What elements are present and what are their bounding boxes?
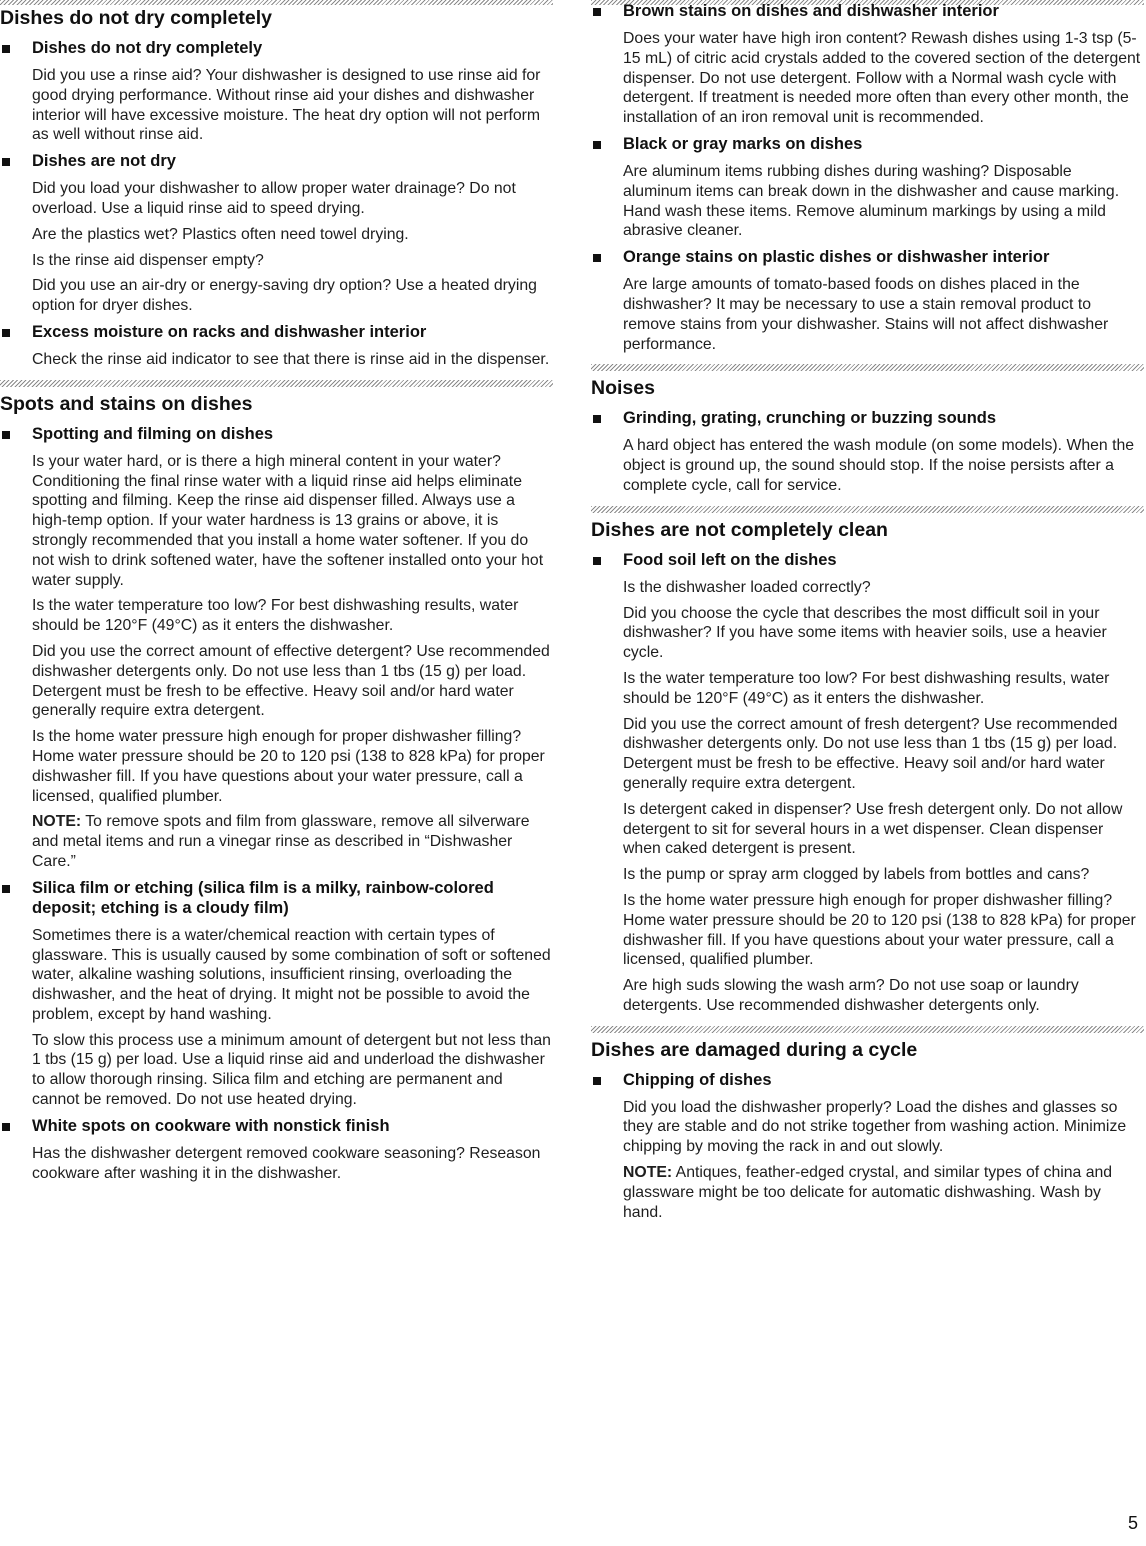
item-title: Grinding, grating, crunching or buzzing sounds [623, 409, 997, 428]
paragraph [623, 578, 1144, 598]
paragraph [623, 800, 1144, 859]
section-spots-and-stains-on-dishes [0, 391, 553, 1184]
paragraph-text: Has the dishwasher detergent removed cookware seasoning? Reseason cookware after washing it in the dishwasher. [32, 1144, 541, 1182]
note-paragraph [32, 812, 553, 871]
troubleshoot-item [0, 322, 553, 370]
paragraph [623, 162, 1144, 241]
item-title: White spots on cookware with nonstick finish [32, 1116, 390, 1135]
page-number: 5 [1127, 1513, 1138, 1533]
paragraph-text: To slow this process use a minimum amount of detergent but not less than 1 tbs (15 g) per load. Use a liquid rinse aid and underload the dishwasher to allow thorough rinsing. Silica film and etching are permanent and cannot be removed. Do not use heated drying. [32, 1031, 551, 1109]
paragraph-text: Does your water have high iron content? Rewash dishes using 1-3 tsp (5-15 mL) of citric acid crystals added to the covered section of the detergent dispenser. Do not use detergent. Follow with a Normal wash cycle with detergent. If treatment is needed more often than every other month, the installation of an iron removal unit is recommended. [623, 30, 1141, 127]
section-dishes-are-damaged-during-a-cycle [591, 1037, 1144, 1223]
paragraph-text: Did you load the dishwasher properly? Load the dishes and glasses so they are stable and do not strike together from washing action. Minimize chipping by moving the rack in and out slowly. [623, 1098, 1127, 1156]
paragraph-text: Are large amounts of tomato-based foods on dishes placed in the dishwasher? It may be necessary to use a stain removal product to remove stains from your dishwasher. Stains will not affect dishwasher performance. [623, 276, 1109, 353]
item-title: Excess moisture on racks and dishwasher interior [32, 322, 427, 341]
troubleshoot-item [0, 1116, 553, 1184]
paragraph [32, 225, 553, 245]
square-bullet-icon [2, 329, 10, 337]
divider-rule [591, 506, 1144, 513]
troubleshoot-item [0, 878, 553, 1110]
paragraph-text: Antiques, feather-edged crystal, and similar types of china and glassware might be too delicate for automatic dishwashing. Wash by hand. [623, 1164, 1113, 1221]
section-title: Noises [591, 377, 655, 400]
paragraph-text: Are aluminum items rubbing dishes during washing? Disposable aluminum items can break down in the dishwasher and cause marking. Hand wash these items. Remove aluminum markings by using a mild abrasive cleaner. [623, 162, 1120, 240]
paragraph-text: Is the pump or spray arm clogged by labels from bottles and cans? [623, 866, 1090, 884]
section-title: Dishes are not completely clean [591, 518, 888, 541]
section-title: Dishes do not dry completely [0, 7, 272, 29]
paragraph-text: Did you choose the cycle that describes the most difficult soil in your dishwasher? If you have some items with heavier soils, use a heavier cycle. [623, 604, 1107, 662]
section-noises [591, 375, 1144, 495]
troubleshoot-item [591, 550, 1144, 1016]
item-title: Orange stains on plastic dishes or dishwasher interior [623, 248, 1050, 267]
section-title: Dishes are damaged during a cycle [591, 1038, 918, 1061]
paragraph [623, 1098, 1144, 1157]
paragraph [32, 179, 553, 219]
paragraph [623, 976, 1144, 1016]
paragraph [32, 350, 553, 370]
item-title: Dishes do not dry completely [32, 39, 263, 57]
section-dishes-are-not-completely-clean [591, 517, 1144, 1016]
item-title: Chipping of dishes [623, 1070, 772, 1089]
item-title: Food soil left on the dishes [623, 550, 837, 569]
square-bullet-icon [2, 431, 10, 439]
paragraph-text: Did you load your dishwasher to allow proper water drainage? Do not overload. Use a liquid rinse aid to speed drying. [32, 180, 516, 217]
note-label: NOTE: [623, 1164, 673, 1182]
paragraph [32, 452, 553, 591]
troubleshoot-item [591, 1070, 1144, 1223]
troubleshoot-item [0, 151, 553, 316]
square-bullet-icon [2, 885, 10, 893]
divider-rule [0, 380, 553, 387]
square-bullet-icon [593, 8, 601, 16]
paragraph-text: Is the rinse aid dispenser empty? [32, 251, 264, 269]
section-title: Spots and stains on dishes [0, 392, 253, 415]
paragraph-text: Sometimes there is a water/chemical reaction with certain types of glassware. This is usually caused by some combination of soft or softened water, alkaline washing solutions, insufficient rinsing, overloading the dishwasher, and the heat of drying. It might not be possible to avoid the problem, except by hand washing. [32, 926, 551, 1023]
paragraph-text: Are the plastics wet? Plastics often need towel drying. [32, 225, 409, 243]
square-bullet-icon [593, 415, 601, 423]
paragraph-text: Is the water temperature too low? For best dishwashing results, water should be 120°F (49°C) as it enters the dishwasher. [623, 669, 1110, 707]
troubleshoot-item [591, 134, 1144, 241]
troubleshoot-item [591, 247, 1144, 354]
paragraph [32, 727, 553, 806]
paragraph-text: Did you use the correct amount of effective detergent? Use recommended dishwasher detergents only. Do not use less than 1 tbs (15 g) per load. Detergent must be fresh to be effective. Heavy soil and/or hard water generally require extra detergent. [32, 642, 550, 720]
paragraph [32, 251, 553, 271]
paragraph [623, 715, 1144, 794]
paragraph-text: Check the rinse aid indicator to see that there is rinse aid in the dispenser. [32, 350, 550, 368]
left-column [0, 0, 553, 1189]
square-bullet-icon [593, 141, 601, 149]
paragraph-text: A hard object has entered the wash module (on some models). When the object is ground up, the sound should stop. If the noise persists after a complete cycle, call for service. [623, 437, 1135, 494]
troubleshoot-item [0, 38, 553, 145]
square-bullet-icon [593, 1077, 601, 1085]
paragraph [623, 436, 1144, 495]
square-bullet-icon [593, 254, 601, 262]
square-bullet-icon [593, 557, 601, 565]
paragraph [623, 891, 1144, 970]
paragraph [32, 276, 553, 316]
paragraph-text: Is the dishwasher loaded correctly? [623, 578, 871, 596]
paragraph-text: Are high suds slowing the wash arm? Do not use soap or laundry detergents. Use recommended dishwasher detergents only. [623, 977, 1079, 1014]
paragraph [623, 29, 1144, 128]
paragraph-text: To remove spots and film from glassware, remove all silverware and metal items and run a vinegar rinse as described in “Dishwasher Care.” [32, 813, 530, 870]
paragraph-text: Is the home water pressure high enough for proper dishwasher filling? Home water pressure should be 20 to 120 psi (138 to 828 kPa) for proper dishwasher fill. If you have questions about your water pressure, call a licensed, qualified plumber. [623, 891, 1136, 969]
square-bullet-icon [2, 45, 10, 53]
section-continued [591, 1, 1144, 354]
paragraph-text: Did you use the correct amount of fresh detergent? Use recommended dishwasher detergents only. Do not use less than 1 tbs (15 g) per load. Detergent must be fresh to be effective. Heavy soil and/or hard water generally require extra detergent. [623, 715, 1118, 792]
item-title: Brown stains on dishes and dishwasher interior [623, 2, 999, 20]
paragraph [32, 1031, 553, 1110]
troubleshoot-item [0, 424, 553, 872]
paragraph [623, 604, 1144, 663]
divider-rule [591, 364, 1144, 371]
paragraph-text: Did you use an air-dry or energy-saving dry option? Use a heated drying option for dryer dishes. [32, 277, 537, 315]
paragraph-text: Is the water temperature too low? For best dishwashing results, water should be 120°F (49°C) as it enters the dishwasher. [32, 597, 519, 635]
note-paragraph [623, 1163, 1144, 1222]
paragraph [32, 596, 553, 636]
paragraph [32, 642, 553, 721]
section-dishes-do-not-dry-completely [0, 5, 553, 370]
paragraph-text: Is your water hard, or is there a high mineral content in your water? Conditioning the final rinse water with a liquid rinse aid helps eliminate spotting and filming. Keep the rinse aid dispenser filled. Always use a high-temp option. If your water hardness is 13 grains or above, it is strongly recommended that you install a home water softener. If you do not wish to drink softened water, have the softener installed onto your hot water supply. [32, 452, 544, 589]
right-column [591, 0, 1144, 1228]
paragraph [32, 1144, 553, 1184]
divider-rule [591, 1026, 1144, 1033]
square-bullet-icon [2, 158, 10, 166]
paragraph [32, 66, 553, 145]
paragraph [623, 669, 1144, 709]
paragraph-text: Is detergent caked in dispenser? Use fresh detergent only. Do not allow detergent to sit for several hours in a wet dispenser. Clean dispenser when caked detergent is present. [623, 800, 1123, 858]
troubleshoot-item [591, 408, 1144, 495]
note-label: NOTE: [32, 813, 82, 831]
paragraph [32, 926, 553, 1025]
paragraph-text: Did you use a rinse aid? Your dishwasher is designed to use rinse aid for good drying performance. Without rinse aid your dishes and dishwasher interior will have excessive moisture. The heat dry option will not perform as well without rinse aid. [32, 67, 541, 144]
square-bullet-icon [2, 1123, 10, 1131]
item-title: Spotting and filming on dishes [32, 424, 274, 443]
item-title: Silica film or etching (silica film is a milky, rainbow-colored deposit; etching is a cloudy film) [32, 878, 494, 917]
paragraph [623, 865, 1144, 885]
paragraph-text: Is the home water pressure high enough for proper dishwasher filling? Home water pressure should be 20 to 120 psi (138 to 828 kPa) for proper dishwasher fill. If you have questions about your water pressure, call a licensed, qualified plumber. [32, 728, 545, 805]
item-title: Dishes are not dry [32, 152, 176, 171]
paragraph [623, 275, 1144, 354]
item-title: Black or gray marks on dishes [623, 134, 863, 153]
troubleshoot-item [591, 1, 1144, 128]
